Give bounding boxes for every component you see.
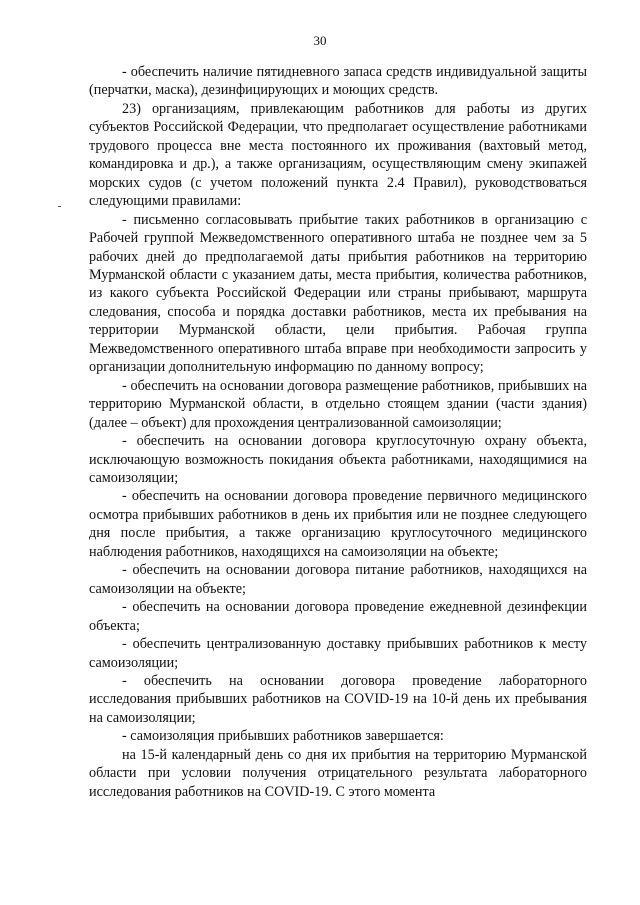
paragraph-medical-exam: - обеспечить на основании договора проведение первичного медицинского осмотра прибывших работников в день их прибытия или не позднее следующего дня после прибытия, а также организацию круглосуточного медицинского наблюдения работников, находящихся на самоизоляции на объекте; <box>89 488 587 560</box>
paragraph-ppe-reserve: - обеспечить наличие пятидневного запаса средств индивидуальной защиты (перчатки, маска), дезинфицирующих и моющих средств. <box>89 64 587 99</box>
document-body <box>89 63 587 801</box>
margin-mark <box>58 206 61 207</box>
paragraph-accommodation: - обеспечить на основании договора размещение работников, прибывших на территорию Мурманской области, в отдельно стоящем здании (части здания) (далее – объект) для прохождения централизованной самоизоляции; <box>89 377 587 431</box>
paragraph-lab-test: - обеспечить на основании договора проведение лабораторного исследования прибывших работников на COVID-19 на 10-й день их пребывания на самоизоляции; <box>89 672 587 726</box>
paragraph-security: - обеспечить на основании договора круглосуточную охрану объекта, исключающую возможность покидания объекта работниками, находящимися на самоизоляции; <box>89 433 587 486</box>
paragraph-approval: - письменно согласовывать прибытие таких работников в организацию с Рабочей группой Межведомственного оперативного штаба не позднее чем за 5 рабочих дней до предполагаемой даты прибытия работников на территорию Мурманской области с указанием даты, места прибытия, количества работников, из какого субъекта Российской Федерации или страны прибывают, маршрута следования, способа и порядка доставки работников, места их пребывания на территории Мурманской области, цели прибытия. Рабочая группа Межведомственного оперативного штаба вправе при необходимости запросить у организации дополнительную информацию по данному вопросу; <box>89 211 587 376</box>
paragraph-transport: - обеспечить централизованную доставку прибывших работников к месту самоизоляции; <box>89 636 587 671</box>
paragraph-item-23: 23) организациям, привлекающим работников для работы из других субъектов Российской Федерации, что предполагает осуществление работниками трудового процесса вне места постоянного их проживания (вахтовый метод, командировка и др.), а также организациям, осуществляющим смену экипажей морских судов (с учетом положений пункта 2.4 Правил), руководствоваться следующими правилами: <box>89 100 587 210</box>
paragraph-meals: - обеспечить на основании договора питание работников, находящихся на самоизоляции на объекте; <box>89 562 587 597</box>
paragraph-day-15: на 15-й календарный день со дня их прибытия на территорию Мурманской области при условии получения отрицательного результата лабораторного исследования работников на COVID-19. С этого момента <box>89 746 587 800</box>
paragraph-isolation-end: - самоизоляция прибывших работников завершается: <box>122 728 444 745</box>
page-number: 30 <box>313 33 327 48</box>
paragraph-disinfection: - обеспечить на основании договора проведение ежедневной дезинфекции объекта; <box>89 599 587 634</box>
